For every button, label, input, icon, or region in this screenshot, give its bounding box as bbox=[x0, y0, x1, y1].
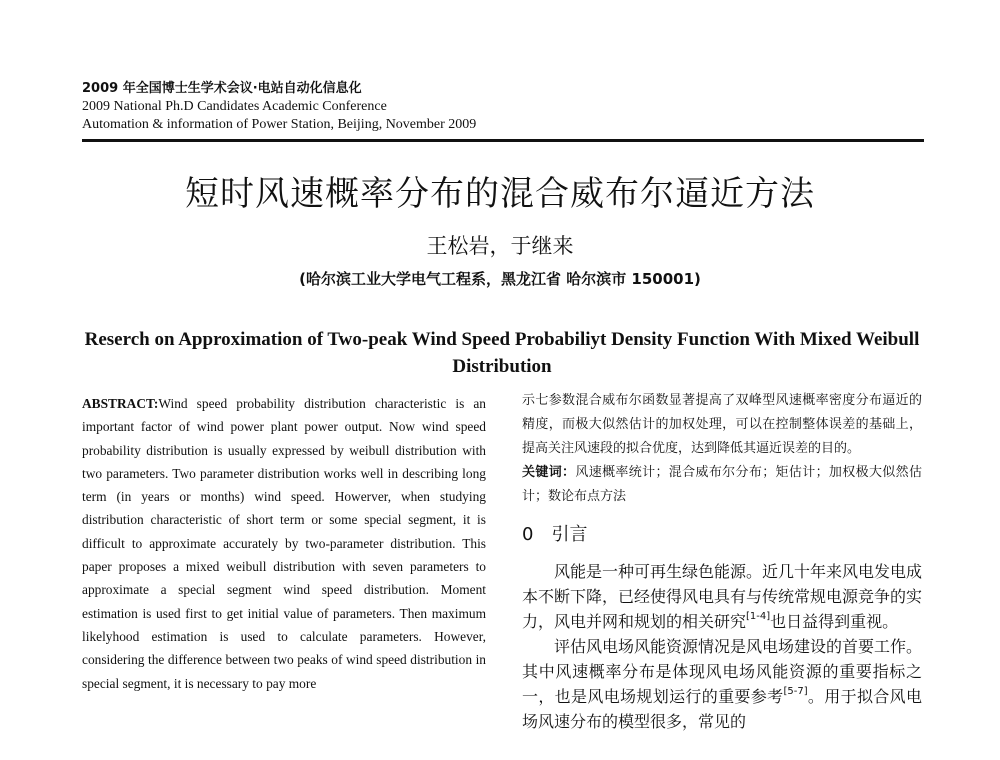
paragraph-2-text: 评估风电场风能资源情况是风电场建设的首要工作。其中风速概率分布是体现风电场风能资源的重要指标之一，也是风电场规划运行的重要参考 bbox=[522, 637, 923, 706]
paper-title-cn: 短时风速概率分布的混合威布尔逼近方法 bbox=[185, 174, 815, 214]
keywords bbox=[522, 461, 922, 509]
abstract-en-text: Wind speed probability distribution characteristic is an important factor of wind power plant power output. Now wind speed probability distribution is usually expressed by weibull distribution with two parameters. Two parameter distribution works well in describing long term (in years or months) wind speed. Howerver, when studying distribution characteristic of short term or some special segment, it is difficult to approximate accurately by two-parameter distribution. This paper proposes a mixed weibull distribution with seven parameters to approximate a special segment wind speed distribution. Moment estimation is used first to get initial value of parameters. Then maximum likelyhood estimation is used to calculate parameters. However, considering the difference between two peaks of wind speed distribution in special segment, it is necessary to pay more bbox=[82, 396, 486, 691]
header-rule bbox=[82, 139, 924, 142]
paragraph-2-end: 。用于拟合风电场风速分布的模型很多，常见的 bbox=[522, 687, 922, 731]
keywords-label: 关键词： bbox=[522, 465, 576, 480]
section-number: 0 bbox=[522, 524, 534, 545]
conference-header bbox=[82, 80, 924, 134]
paragraph-1 bbox=[522, 559, 922, 634]
abstract-cn: 示七参数混合威布尔函数显著提高了双峰型风速概率密度分布逼近的精度，而极大似然估计的加权处理，可以在控制整体误差的基础上，提高关注风速段的拟合优度，达到降低其逼近误差的目的。 bbox=[522, 393, 922, 456]
right-column bbox=[522, 389, 922, 734]
citation-5-7: [5-7] bbox=[783, 686, 808, 697]
abstract-label: ABSTRACT: bbox=[82, 396, 159, 411]
introduction-body bbox=[522, 559, 922, 734]
affiliation-cn: (哈尔滨工业大学电气工程系，黑龙江省 哈尔滨市 150001) bbox=[299, 270, 701, 288]
section-title: 引言 bbox=[551, 524, 588, 545]
citation-1-4: [1-4] bbox=[746, 611, 771, 622]
authors-cn: 王松岩，于继来 bbox=[426, 234, 574, 258]
section-heading bbox=[522, 523, 922, 547]
paragraph-2 bbox=[522, 634, 922, 734]
keywords-text: 风速概率统计；混合威布尔分布；矩估计；加权极大似然估计；数论布点方法 bbox=[522, 465, 922, 504]
conference-location-date: Automation & information of Power Station, Beijing, November 2009 bbox=[82, 117, 477, 132]
paragraph-1-text: 风能是一种可再生绿色能源。近几十年来风电发电成本不断下降，已经使得风电具有与传统常规电源竞争的实力，风电并网和规划的相关研究 bbox=[522, 562, 923, 631]
conference-name-en: 2009 National Ph.D Candidates Academic Conference bbox=[82, 99, 387, 114]
paper-title-en: Reserch on Approximation of Two-peak Wind Speed Probabiliyt Density Function With Mixed Weibull Distribution bbox=[84, 329, 920, 377]
paragraph-1-end: 也日益得到重视。 bbox=[770, 612, 899, 631]
abstract-en bbox=[82, 392, 486, 695]
conference-name-cn: 2009 年全国博士生学术会议·电站自动化信息化 bbox=[82, 81, 362, 96]
